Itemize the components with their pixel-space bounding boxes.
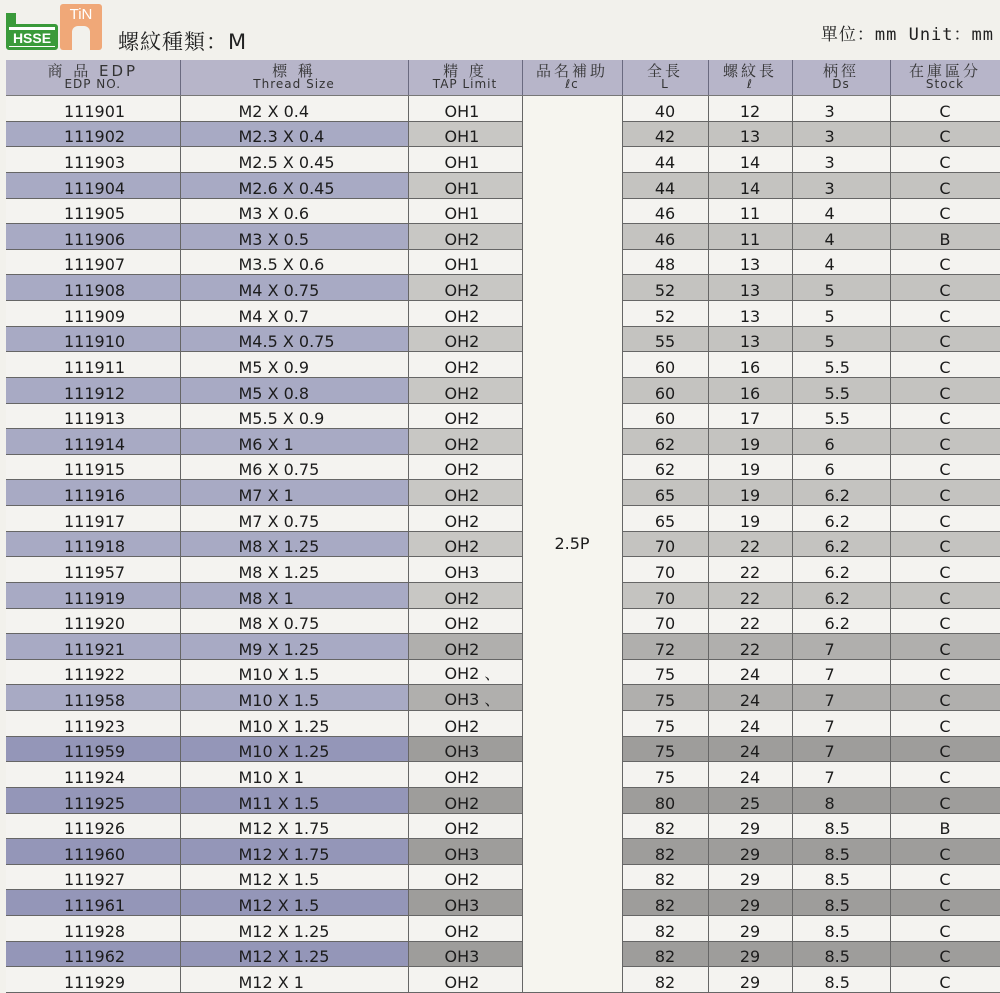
tap-limit-cell: OH2 [408,608,522,634]
thread-size-cell: M12 X 1.25 [180,916,408,942]
thread-size-cell: M8 X 1.25 [180,531,408,557]
stock-cell: C [890,326,1000,352]
thread-size-cell: M4 X 0.7 [180,301,408,327]
hsse-logo: HSSE [6,24,58,50]
tap-limit-cell: OH2 [408,224,522,250]
tap-limit-cell: OH2 [408,967,522,993]
tap-limit-cell: OH2 [408,582,522,608]
tap-limit-cell: OH2 [408,429,522,455]
tap-limit-cell: OH2 [408,454,522,480]
thread-size-cell: M11 X 1.5 [180,787,408,813]
thread-length-cell: 24 [708,659,792,685]
shank-dia-cell: 6 [792,429,890,455]
thread-length-cell: 12 [708,96,792,122]
length-cell: 52 [622,275,708,301]
tap-limit-cell: OH3 [408,557,522,583]
length-cell: 62 [622,454,708,480]
thread-length-cell: 29 [708,864,792,890]
table-row [6,403,1000,429]
thread-size-cell: M2.6 X 0.45 [180,172,408,198]
tap-limit-cell: OH1 [408,147,522,173]
length-cell: 48 [622,249,708,275]
shank-dia-cell: 8.5 [792,813,890,839]
thread-length-cell: 29 [708,813,792,839]
tap-limit-cell: OH1 [408,96,522,122]
thread-size-cell: M10 X 1.5 [180,685,408,711]
edp-cell: 111914 [6,429,180,455]
length-cell: 70 [622,557,708,583]
edp-cell: 111958 [6,685,180,711]
length-cell: 52 [622,301,708,327]
shank-dia-cell: 7 [792,634,890,660]
stock-cell: C [890,659,1000,685]
table-row [6,711,1000,737]
page-title: 螺紋種類：M [118,30,248,54]
thread-size-cell: M7 X 1 [180,480,408,506]
thread-length-cell: 24 [708,711,792,737]
shank-dia-cell: 4 [792,198,890,224]
length-cell: 75 [622,736,708,762]
edp-cell: 111909 [6,301,180,327]
tap-limit-cell: OH3 [408,839,522,865]
thread-size-cell: M5 X 0.9 [180,352,408,378]
thread-size-cell: M6 X 0.75 [180,454,408,480]
length-cell: 44 [622,147,708,173]
edp-cell: 111928 [6,916,180,942]
stock-cell: C [890,275,1000,301]
table-row [6,301,1000,327]
thread-length-cell: 13 [708,301,792,327]
length-cell: 44 [622,172,708,198]
unit-label: 單位：mm Unit：mm [820,25,994,45]
shank-dia-cell: 8.5 [792,916,890,942]
header-row [6,60,1000,96]
length-cell: 70 [622,582,708,608]
shank-dia-cell: 5.5 [792,403,890,429]
thread-length-cell: 24 [708,762,792,788]
tap-limit-cell: OH2 [408,301,522,327]
stock-cell: B [890,224,1000,250]
tap-limit-cell: OH1 [408,172,522,198]
shank-dia-cell: 4 [792,249,890,275]
thread-length-cell: 29 [708,916,792,942]
tap-limit-cell: OH2 [408,506,522,532]
edp-cell: 111926 [6,813,180,839]
stock-cell: C [890,582,1000,608]
shank-dia-cell: 6.2 [792,582,890,608]
table-row [6,608,1000,634]
thread-size-cell: M12 X 1.5 [180,864,408,890]
tap-limit-cell: OH2 [408,864,522,890]
tap-limit-cell: OH3 、 [408,685,522,711]
length-cell: 62 [622,429,708,455]
length-cell: 82 [622,916,708,942]
table-row [6,198,1000,224]
stock-cell: C [890,480,1000,506]
supplement-cell: 2.5P [522,96,622,993]
thread-size-cell: M12 X 1.5 [180,890,408,916]
thread-length-cell: 19 [708,454,792,480]
thread-length-cell: 29 [708,967,792,993]
table-row [6,864,1000,890]
stock-cell: C [890,352,1000,378]
shank-dia-cell: 6.2 [792,531,890,557]
thread-length-cell: 25 [708,787,792,813]
edp-cell: 111921 [6,634,180,660]
edp-cell: 111916 [6,480,180,506]
col-header-shank-dia: 柄徑 Ds [792,60,890,96]
tap-spec-table [6,60,1000,993]
edp-cell: 111906 [6,224,180,250]
thread-length-cell: 22 [708,608,792,634]
tap-limit-cell: OH2 [408,352,522,378]
stock-cell: C [890,864,1000,890]
edp-cell: 111961 [6,890,180,916]
stock-cell: C [890,634,1000,660]
edp-cell: 111907 [6,249,180,275]
length-cell: 82 [622,839,708,865]
shank-dia-cell: 5.5 [792,377,890,403]
shank-dia-cell: 8.5 [792,839,890,865]
edp-cell: 111960 [6,839,180,865]
edp-cell: 111918 [6,531,180,557]
stock-cell: C [890,249,1000,275]
stock-cell: C [890,121,1000,147]
table-row [6,326,1000,352]
edp-cell: 111957 [6,557,180,583]
thread-length-cell: 24 [708,685,792,711]
stock-cell: B [890,813,1000,839]
table-row [6,429,1000,455]
table-row [6,762,1000,788]
table-row [6,685,1000,711]
table-row [6,736,1000,762]
tap-limit-cell: OH2 [408,711,522,737]
thread-length-cell: 29 [708,941,792,967]
stock-cell: C [890,711,1000,737]
length-cell: 82 [622,890,708,916]
thread-length-cell: 16 [708,352,792,378]
table-row [6,787,1000,813]
shank-dia-cell: 3 [792,96,890,122]
shank-dia-cell: 6.2 [792,480,890,506]
thread-length-cell: 13 [708,121,792,147]
thread-size-cell: M4 X 0.75 [180,275,408,301]
thread-length-cell: 19 [708,480,792,506]
tap-limit-cell: OH1 [408,249,522,275]
length-cell: 60 [622,377,708,403]
thread-size-cell: M12 X 1 [180,967,408,993]
thread-length-cell: 14 [708,172,792,198]
length-cell: 46 [622,224,708,250]
shank-dia-cell: 8.5 [792,941,890,967]
tap-limit-cell: OH2 [408,634,522,660]
thread-length-cell: 16 [708,377,792,403]
thread-length-cell: 17 [708,403,792,429]
stock-cell: C [890,967,1000,993]
stock-cell: C [890,608,1000,634]
thread-size-cell: M12 X 1.25 [180,941,408,967]
thread-length-cell: 24 [708,736,792,762]
stock-cell: C [890,787,1000,813]
length-cell: 65 [622,480,708,506]
thread-length-cell: 22 [708,557,792,583]
table-row [6,967,1000,993]
thread-size-cell: M2.5 X 0.45 [180,147,408,173]
table-row [6,813,1000,839]
edp-cell: 111912 [6,377,180,403]
shank-dia-cell: 7 [792,659,890,685]
col-header-tap-limit: 精 度 TAP Limit [408,60,522,96]
stock-cell: C [890,762,1000,788]
stock-cell: C [890,557,1000,583]
thread-size-cell: M5.5 X 0.9 [180,403,408,429]
length-cell: 70 [622,608,708,634]
edp-cell: 111901 [6,96,180,122]
shank-dia-cell: 3 [792,172,890,198]
edp-cell: 111905 [6,198,180,224]
shank-dia-cell: 8.5 [792,890,890,916]
shank-dia-cell: 5 [792,326,890,352]
thread-length-cell: 19 [708,429,792,455]
stock-cell: C [890,454,1000,480]
table-row [6,121,1000,147]
thread-size-cell: M12 X 1.75 [180,813,408,839]
shank-dia-cell: 3 [792,147,890,173]
length-cell: 42 [622,121,708,147]
stock-cell: C [890,685,1000,711]
stock-cell: C [890,96,1000,122]
tap-limit-cell: OH2 、 [408,659,522,685]
tap-limit-cell: OH2 [408,787,522,813]
table-row [6,352,1000,378]
edp-cell: 111925 [6,787,180,813]
tap-limit-cell: OH1 [408,121,522,147]
table-row [6,582,1000,608]
edp-cell: 111959 [6,736,180,762]
thread-length-cell: 13 [708,275,792,301]
shank-dia-cell: 8.5 [792,864,890,890]
edp-cell: 111903 [6,147,180,173]
thread-size-cell: M7 X 0.75 [180,506,408,532]
length-cell: 72 [622,634,708,660]
shank-dia-cell: 6 [792,454,890,480]
thread-size-cell: M9 X 1.25 [180,634,408,660]
stock-cell: C [890,531,1000,557]
thread-size-cell: M10 X 1.25 [180,711,408,737]
table-row [6,454,1000,480]
tap-limit-cell: OH2 [408,531,522,557]
table-row [6,941,1000,967]
table-row [6,634,1000,660]
table-row [6,916,1000,942]
edp-cell: 111929 [6,967,180,993]
edp-cell: 111927 [6,864,180,890]
length-cell: 60 [622,403,708,429]
tap-limit-cell: OH2 [408,813,522,839]
stock-cell: C [890,941,1000,967]
edp-cell: 111908 [6,275,180,301]
thread-length-cell: 11 [708,198,792,224]
tap-limit-cell: OH2 [408,275,522,301]
shank-dia-cell: 6.2 [792,506,890,532]
shank-dia-cell: 6.2 [792,557,890,583]
table-row [6,172,1000,198]
thread-size-cell: M12 X 1.75 [180,839,408,865]
table-row [6,147,1000,173]
stock-cell: C [890,736,1000,762]
length-cell: 70 [622,531,708,557]
tap-limit-cell: OH3 [408,736,522,762]
thread-size-cell: M6 X 1 [180,429,408,455]
thread-size-cell: M2.3 X 0.4 [180,121,408,147]
thread-length-cell: 22 [708,634,792,660]
page-header [0,0,1000,60]
shank-dia-cell: 8.5 [792,967,890,993]
length-cell: 75 [622,711,708,737]
table-row [6,224,1000,250]
shank-dia-cell: 5 [792,301,890,327]
stock-cell: C [890,890,1000,916]
thread-length-cell: 13 [708,326,792,352]
col-header-stock: 在庫區分 Stock [890,60,1000,96]
thread-length-cell: 13 [708,249,792,275]
edp-cell: 111911 [6,352,180,378]
stock-cell: C [890,301,1000,327]
col-header-thread-length: 螺紋長 ℓ [708,60,792,96]
tap-limit-cell: OH2 [408,480,522,506]
edp-cell: 111920 [6,608,180,634]
tap-limit-cell: OH2 [408,326,522,352]
tap-limit-cell: OH3 [408,890,522,916]
thread-size-cell: M10 X 1 [180,762,408,788]
table-row [6,531,1000,557]
table-row [6,839,1000,865]
stock-cell: C [890,429,1000,455]
col-header-thread-size: 標 稱 Thread Size [180,60,408,96]
table-row [6,96,1000,122]
length-cell: 82 [622,864,708,890]
length-cell: 40 [622,96,708,122]
table-row [6,506,1000,532]
thread-size-cell: M3 X 0.6 [180,198,408,224]
shank-dia-cell: 7 [792,762,890,788]
tap-limit-cell: OH2 [408,916,522,942]
thread-length-cell: 19 [708,506,792,532]
length-cell: 82 [622,967,708,993]
edp-cell: 111902 [6,121,180,147]
thread-length-cell: 22 [708,531,792,557]
edp-cell: 111910 [6,326,180,352]
tap-limit-cell: OH1 [408,198,522,224]
col-header-length: 全長 L [622,60,708,96]
thread-size-cell: M8 X 0.75 [180,608,408,634]
thread-length-cell: 22 [708,582,792,608]
table-row [6,890,1000,916]
stock-cell: C [890,172,1000,198]
length-cell: 75 [622,685,708,711]
shank-dia-cell: 5 [792,275,890,301]
length-cell: 46 [622,198,708,224]
shank-dia-cell: 7 [792,685,890,711]
edp-cell: 111962 [6,941,180,967]
thread-length-cell: 29 [708,890,792,916]
table-row [6,377,1000,403]
length-cell: 75 [622,762,708,788]
length-cell: 75 [622,659,708,685]
length-cell: 82 [622,941,708,967]
stock-cell: C [890,506,1000,532]
stock-cell: C [890,839,1000,865]
tap-limit-cell: OH2 [408,403,522,429]
stock-cell: C [890,198,1000,224]
tin-logo: TiN [60,4,102,50]
shank-dia-cell: 6.2 [792,608,890,634]
thread-size-cell: M2 X 0.4 [180,96,408,122]
shank-dia-cell: 8 [792,787,890,813]
edp-cell: 111923 [6,711,180,737]
tap-limit-cell: OH2 [408,377,522,403]
shank-dia-cell: 4 [792,224,890,250]
tap-limit-cell: OH3 [408,941,522,967]
edp-cell: 111924 [6,762,180,788]
table-row [6,249,1000,275]
thread-length-cell: 14 [708,147,792,173]
shank-dia-cell: 5.5 [792,352,890,378]
thread-length-cell: 11 [708,224,792,250]
stock-cell: C [890,403,1000,429]
shank-dia-cell: 7 [792,711,890,737]
thread-length-cell: 29 [708,839,792,865]
stock-cell: C [890,147,1000,173]
col-header-edp: 商 品 EDP EDP NO. [6,60,180,96]
thread-size-cell: M4.5 X 0.75 [180,326,408,352]
length-cell: 60 [622,352,708,378]
shank-dia-cell: 3 [792,121,890,147]
thread-size-cell: M3.5 X 0.6 [180,249,408,275]
length-cell: 55 [622,326,708,352]
edp-cell: 111919 [6,582,180,608]
edp-cell: 111915 [6,454,180,480]
length-cell: 80 [622,787,708,813]
edp-cell: 111913 [6,403,180,429]
thread-size-cell: M3 X 0.5 [180,224,408,250]
thread-size-cell: M10 X 1.25 [180,736,408,762]
table-row [6,480,1000,506]
edp-cell: 111904 [6,172,180,198]
thread-size-cell: M8 X 1 [180,582,408,608]
stock-cell: C [890,377,1000,403]
stock-cell: C [890,916,1000,942]
length-cell: 82 [622,813,708,839]
edp-cell: 111917 [6,506,180,532]
thread-size-cell: M5 X 0.8 [180,377,408,403]
shank-dia-cell: 7 [792,736,890,762]
table-row [6,557,1000,583]
tap-limit-cell: OH2 [408,762,522,788]
table-row [6,275,1000,301]
thread-size-cell: M10 X 1.5 [180,659,408,685]
table-row [6,659,1000,685]
col-header-supplement: 品名補助 ℓc [522,60,622,96]
length-cell: 65 [622,506,708,532]
edp-cell: 111922 [6,659,180,685]
thread-size-cell: M8 X 1.25 [180,557,408,583]
